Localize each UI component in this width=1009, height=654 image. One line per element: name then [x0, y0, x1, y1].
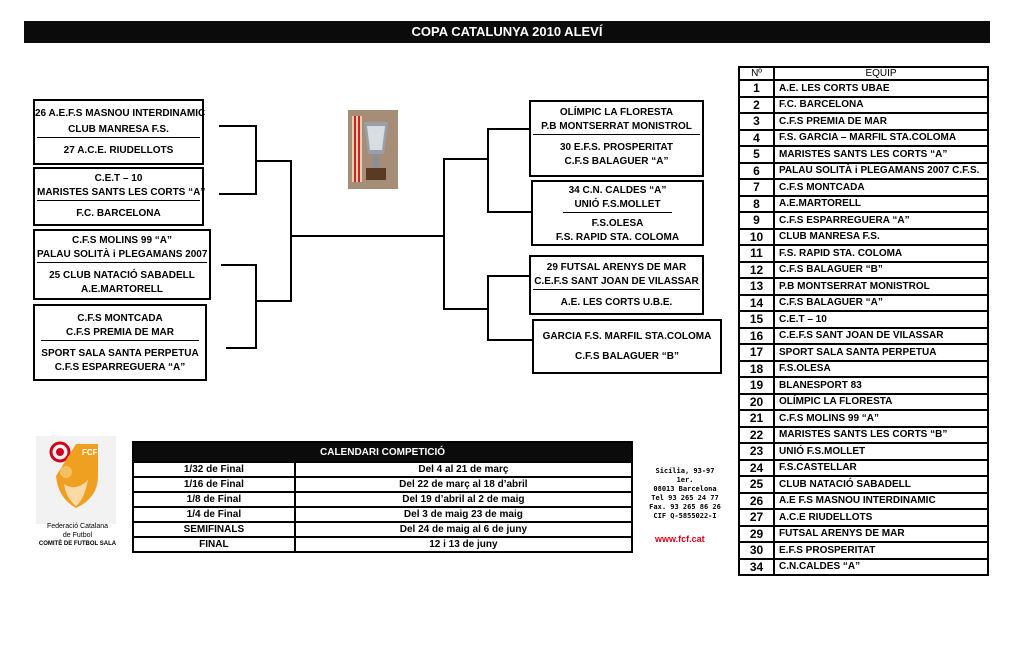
team-name: BLANESPORT 83 — [774, 377, 988, 394]
team-name: UNIÓ F.S.MOLLET — [774, 443, 988, 460]
team-line: 30 E.F.S. PROSPERITAT — [560, 142, 673, 153]
bracket-line — [219, 193, 256, 195]
team-line: F.C. BARCELONA — [76, 208, 161, 219]
bracket-line — [291, 235, 445, 237]
table-row — [739, 361, 988, 378]
team-number: 25 — [739, 476, 774, 493]
team-line: C.E.T – 10 — [94, 173, 143, 184]
team-name: C.F.S PREMIA DE MAR — [774, 113, 988, 130]
team-number: 19 — [739, 377, 774, 394]
team-name: CLUB NATACIÓ SABADELL — [774, 476, 988, 493]
table-row — [739, 130, 988, 147]
page-title: COPA CATALUNYA 2010 ALEVÍ — [24, 21, 990, 43]
table-row — [133, 492, 632, 507]
team-line: UNIÓ F.S.MOLLET — [563, 198, 672, 213]
team-name: C.E.T – 10 — [774, 311, 988, 328]
team-number: 10 — [739, 229, 774, 246]
round-dates: Del 4 al 21 de març — [295, 462, 632, 477]
round-dates: Del 19 d’abril al 2 de maig — [295, 492, 632, 507]
team-number: 23 — [739, 443, 774, 460]
team-number: 34 — [739, 559, 774, 576]
team-name: P.B MONTSERRAT MONISTROL — [774, 278, 988, 295]
team-number: 1 — [739, 80, 774, 97]
team-name: PALAU SOLITÀ i PLEGAMANS 2007 C.F.S. — [774, 163, 988, 180]
bracket-line — [219, 125, 256, 127]
round-name: 1/8 de Final — [133, 492, 295, 507]
team-number: 2 — [739, 97, 774, 114]
table-row — [739, 427, 988, 444]
team-line: C.F.S BALAGUER “A” — [564, 156, 669, 167]
team-name: A.E. LES CORTS UBAE — [774, 80, 988, 97]
team-number: 8 — [739, 196, 774, 213]
table-row — [739, 97, 988, 114]
team-name: C.F.S BALAGUER “B” — [774, 262, 988, 279]
team-name: OLÍMPIC LA FLORESTA — [774, 394, 988, 411]
table-row — [133, 507, 632, 522]
round-dates: Del 24 de maig al 6 de juny — [295, 522, 632, 537]
team-number: 22 — [739, 427, 774, 444]
team-name: CLUB MANRESA F.S. — [774, 229, 988, 246]
team-name: SPORT SALA SANTA PERPETUA — [774, 344, 988, 361]
team-line: F.S. RAPID STA. COLOMA — [555, 232, 680, 243]
team-name: C.N.CALDES “A” — [774, 559, 988, 576]
round-name: SEMIFINALS — [133, 522, 295, 537]
table-row — [739, 146, 988, 163]
website-link[interactable]: www.fcf.cat — [655, 534, 705, 544]
round-name: 1/16 de Final — [133, 477, 295, 492]
team-name: F.S.CASTELLAR — [774, 460, 988, 477]
bracket-line — [488, 211, 531, 213]
logo-text-line: Federació Catalana — [46, 523, 109, 530]
team-line: C.F.S PREMIA DE MAR — [41, 326, 199, 341]
team-name: MARISTES SANTS LES CORTS “B” — [774, 427, 988, 444]
team-name: F.C. BARCELONA — [774, 97, 988, 114]
table-row — [739, 509, 988, 526]
team-number: 27 — [739, 509, 774, 526]
calendar-title: CALENDARI COMPETICIÓ — [133, 442, 632, 462]
team-number: 3 — [739, 113, 774, 130]
table-row — [739, 295, 988, 312]
bracket-line — [226, 347, 256, 349]
address-line: Tel 93 265 24 77 — [651, 494, 719, 502]
logo-text-line: de Futbol — [62, 532, 93, 539]
table-row — [739, 245, 988, 262]
team-number: 12 — [739, 262, 774, 279]
match-box-right-4 — [532, 319, 722, 374]
table-row — [739, 179, 988, 196]
table-row — [739, 443, 988, 460]
team-number: 30 — [739, 542, 774, 559]
match-box-left-2 — [33, 167, 204, 226]
team-number: 29 — [739, 526, 774, 543]
match-box-right-1 — [529, 100, 704, 177]
bracket-line — [256, 300, 291, 302]
team-number: 9 — [739, 212, 774, 229]
table-header-number: Nº — [739, 67, 774, 80]
bracket-line — [488, 339, 532, 341]
team-name: C.F.S ESPARREGUERA “A” — [774, 212, 988, 229]
round-name: FINAL — [133, 537, 295, 552]
table-row — [739, 80, 988, 97]
table-header-team: EQUIP — [774, 67, 988, 80]
trophy-image — [348, 110, 398, 189]
team-line: PALAU SOLITÀ i PLEGAMANS 2007 — [37, 248, 207, 263]
table-row — [739, 476, 988, 493]
team-name: A.E.MARTORELL — [774, 196, 988, 213]
bracket-line — [444, 158, 488, 160]
team-line: C.E.F.S SANT JOAN DE VILASSAR — [533, 275, 700, 290]
team-line: 25 CLUB NATACIÓ SABADELL — [49, 270, 195, 281]
table-row — [739, 394, 988, 411]
match-box-right-2 — [531, 180, 704, 246]
team-number: 16 — [739, 328, 774, 345]
team-line: 27 A.C.E. RIUDELLOTS — [63, 145, 174, 156]
table-row — [739, 113, 988, 130]
calendar-table — [132, 441, 633, 553]
team-name: C.E.F.S SANT JOAN DE VILASSAR — [774, 328, 988, 345]
team-line: C.F.S MOLINS 99 “A” — [71, 235, 172, 246]
table-row — [133, 537, 632, 552]
team-number: 11 — [739, 245, 774, 262]
team-line: C.F.S MONTCADA — [77, 313, 163, 324]
team-line: 29 FUTSAL ARENYS DE MAR — [546, 262, 687, 273]
team-name: A.C.E RIUDELLOTS — [774, 509, 988, 526]
teams-table — [738, 66, 989, 576]
table-row — [739, 262, 988, 279]
team-line: 26 A.E.F.S MASNOU INTERDINAMIC — [35, 108, 206, 119]
team-number: 21 — [739, 410, 774, 427]
table-row — [739, 460, 988, 477]
team-number: 7 — [739, 179, 774, 196]
team-line: SPORT SALA SANTA PERPETUA — [41, 348, 199, 359]
team-number: 24 — [739, 460, 774, 477]
table-row — [739, 526, 988, 543]
team-name: FUTSAL ARENYS DE MAR — [774, 526, 988, 543]
team-name: F.S. RAPID STA. COLOMA — [774, 245, 988, 262]
address-block — [648, 467, 722, 521]
table-row — [739, 229, 988, 246]
bracket-line — [487, 128, 489, 213]
round-dates: Del 3 de maig 23 de maig — [295, 507, 632, 522]
match-box-left-3 — [33, 229, 211, 300]
match-box-left-1 — [33, 99, 204, 165]
table-row — [739, 311, 988, 328]
bracket-line — [255, 264, 257, 349]
bracket-line — [221, 264, 256, 266]
table-row — [739, 196, 988, 213]
team-line: C.F.S BALAGUER “B” — [575, 351, 679, 362]
team-number: 26 — [739, 493, 774, 510]
team-number: 17 — [739, 344, 774, 361]
fcf-logo-text — [30, 522, 125, 549]
team-name: C.F.S MOLINS 99 “A” — [774, 410, 988, 427]
team-line: C.F.S ESPARREGUERA “A” — [54, 362, 186, 373]
table-row — [739, 344, 988, 361]
team-line: P.B MONTSERRAT MONISTROL — [533, 120, 700, 135]
team-number: 6 — [739, 163, 774, 180]
team-number: 20 — [739, 394, 774, 411]
team-line: A.E. LES CORTS U.B.E. — [560, 297, 673, 308]
round-name: 1/4 de Final — [133, 507, 295, 522]
team-name: C.F.S MONTCADA — [774, 179, 988, 196]
team-name: C.F.S BALAGUER “A” — [774, 295, 988, 312]
team-line: F.S.OLESA — [591, 218, 644, 229]
table-row — [739, 410, 988, 427]
team-number: 5 — [739, 146, 774, 163]
table-row — [739, 163, 988, 180]
address-line: Sicília, 93-97 1er. — [655, 467, 715, 484]
table-row — [133, 462, 632, 477]
table-row — [739, 559, 988, 576]
address-line: 08013 Barcelona — [653, 485, 717, 493]
bracket-line — [444, 308, 488, 310]
team-number: 18 — [739, 361, 774, 378]
table-row — [739, 377, 988, 394]
match-box-left-4 — [33, 304, 207, 381]
bracket-line — [488, 128, 529, 130]
table-row — [133, 522, 632, 537]
bracket-line — [290, 160, 292, 302]
team-line: CLUB MANRESA F.S. — [37, 123, 200, 138]
bracket-line — [443, 158, 445, 310]
team-line: A.E.MARTORELL — [80, 284, 164, 295]
bracket-line — [256, 160, 291, 162]
table-row — [133, 477, 632, 492]
round-dates: 12 i 13 de juny — [295, 537, 632, 552]
address-line: Fax. 93 265 86 26 — [649, 503, 721, 511]
fcf-abbr: FCF — [82, 448, 98, 457]
address-line: CIF Q-5855022-I — [653, 512, 717, 520]
team-line: MARISTES SANTS LES CORTS “A” — [37, 186, 200, 201]
table-row — [739, 212, 988, 229]
logo-text-line: COMITÈ DE FUTBOL SALA — [38, 541, 117, 547]
team-line: OLÍMPIC LA FLORESTA — [559, 107, 674, 118]
team-line: 34 C.N. CALDES “A” — [568, 185, 667, 196]
team-name: A.E F.S MASNOU INTERDINAMIC — [774, 493, 988, 510]
team-name: MARISTES SANTS LES CORTS “A” — [774, 146, 988, 163]
team-number: 13 — [739, 278, 774, 295]
team-name: F.S.OLESA — [774, 361, 988, 378]
table-row — [739, 542, 988, 559]
team-number: 4 — [739, 130, 774, 147]
match-box-right-3 — [529, 255, 704, 315]
round-dates: Del 22 de març al 18 d’abril — [295, 477, 632, 492]
team-number: 14 — [739, 295, 774, 312]
team-line: GARCIA F.S. MARFIL STA.COLOMA — [542, 331, 712, 342]
bracket-line — [488, 275, 529, 277]
round-name: 1/32 de Final — [133, 462, 295, 477]
team-name: E.F.S PROSPERITAT — [774, 542, 988, 559]
table-row — [739, 278, 988, 295]
team-name: F.S. GARCIA – MARFIL STA.COLOMA — [774, 130, 988, 147]
team-number: 15 — [739, 311, 774, 328]
table-row — [739, 493, 988, 510]
table-row — [739, 328, 988, 345]
